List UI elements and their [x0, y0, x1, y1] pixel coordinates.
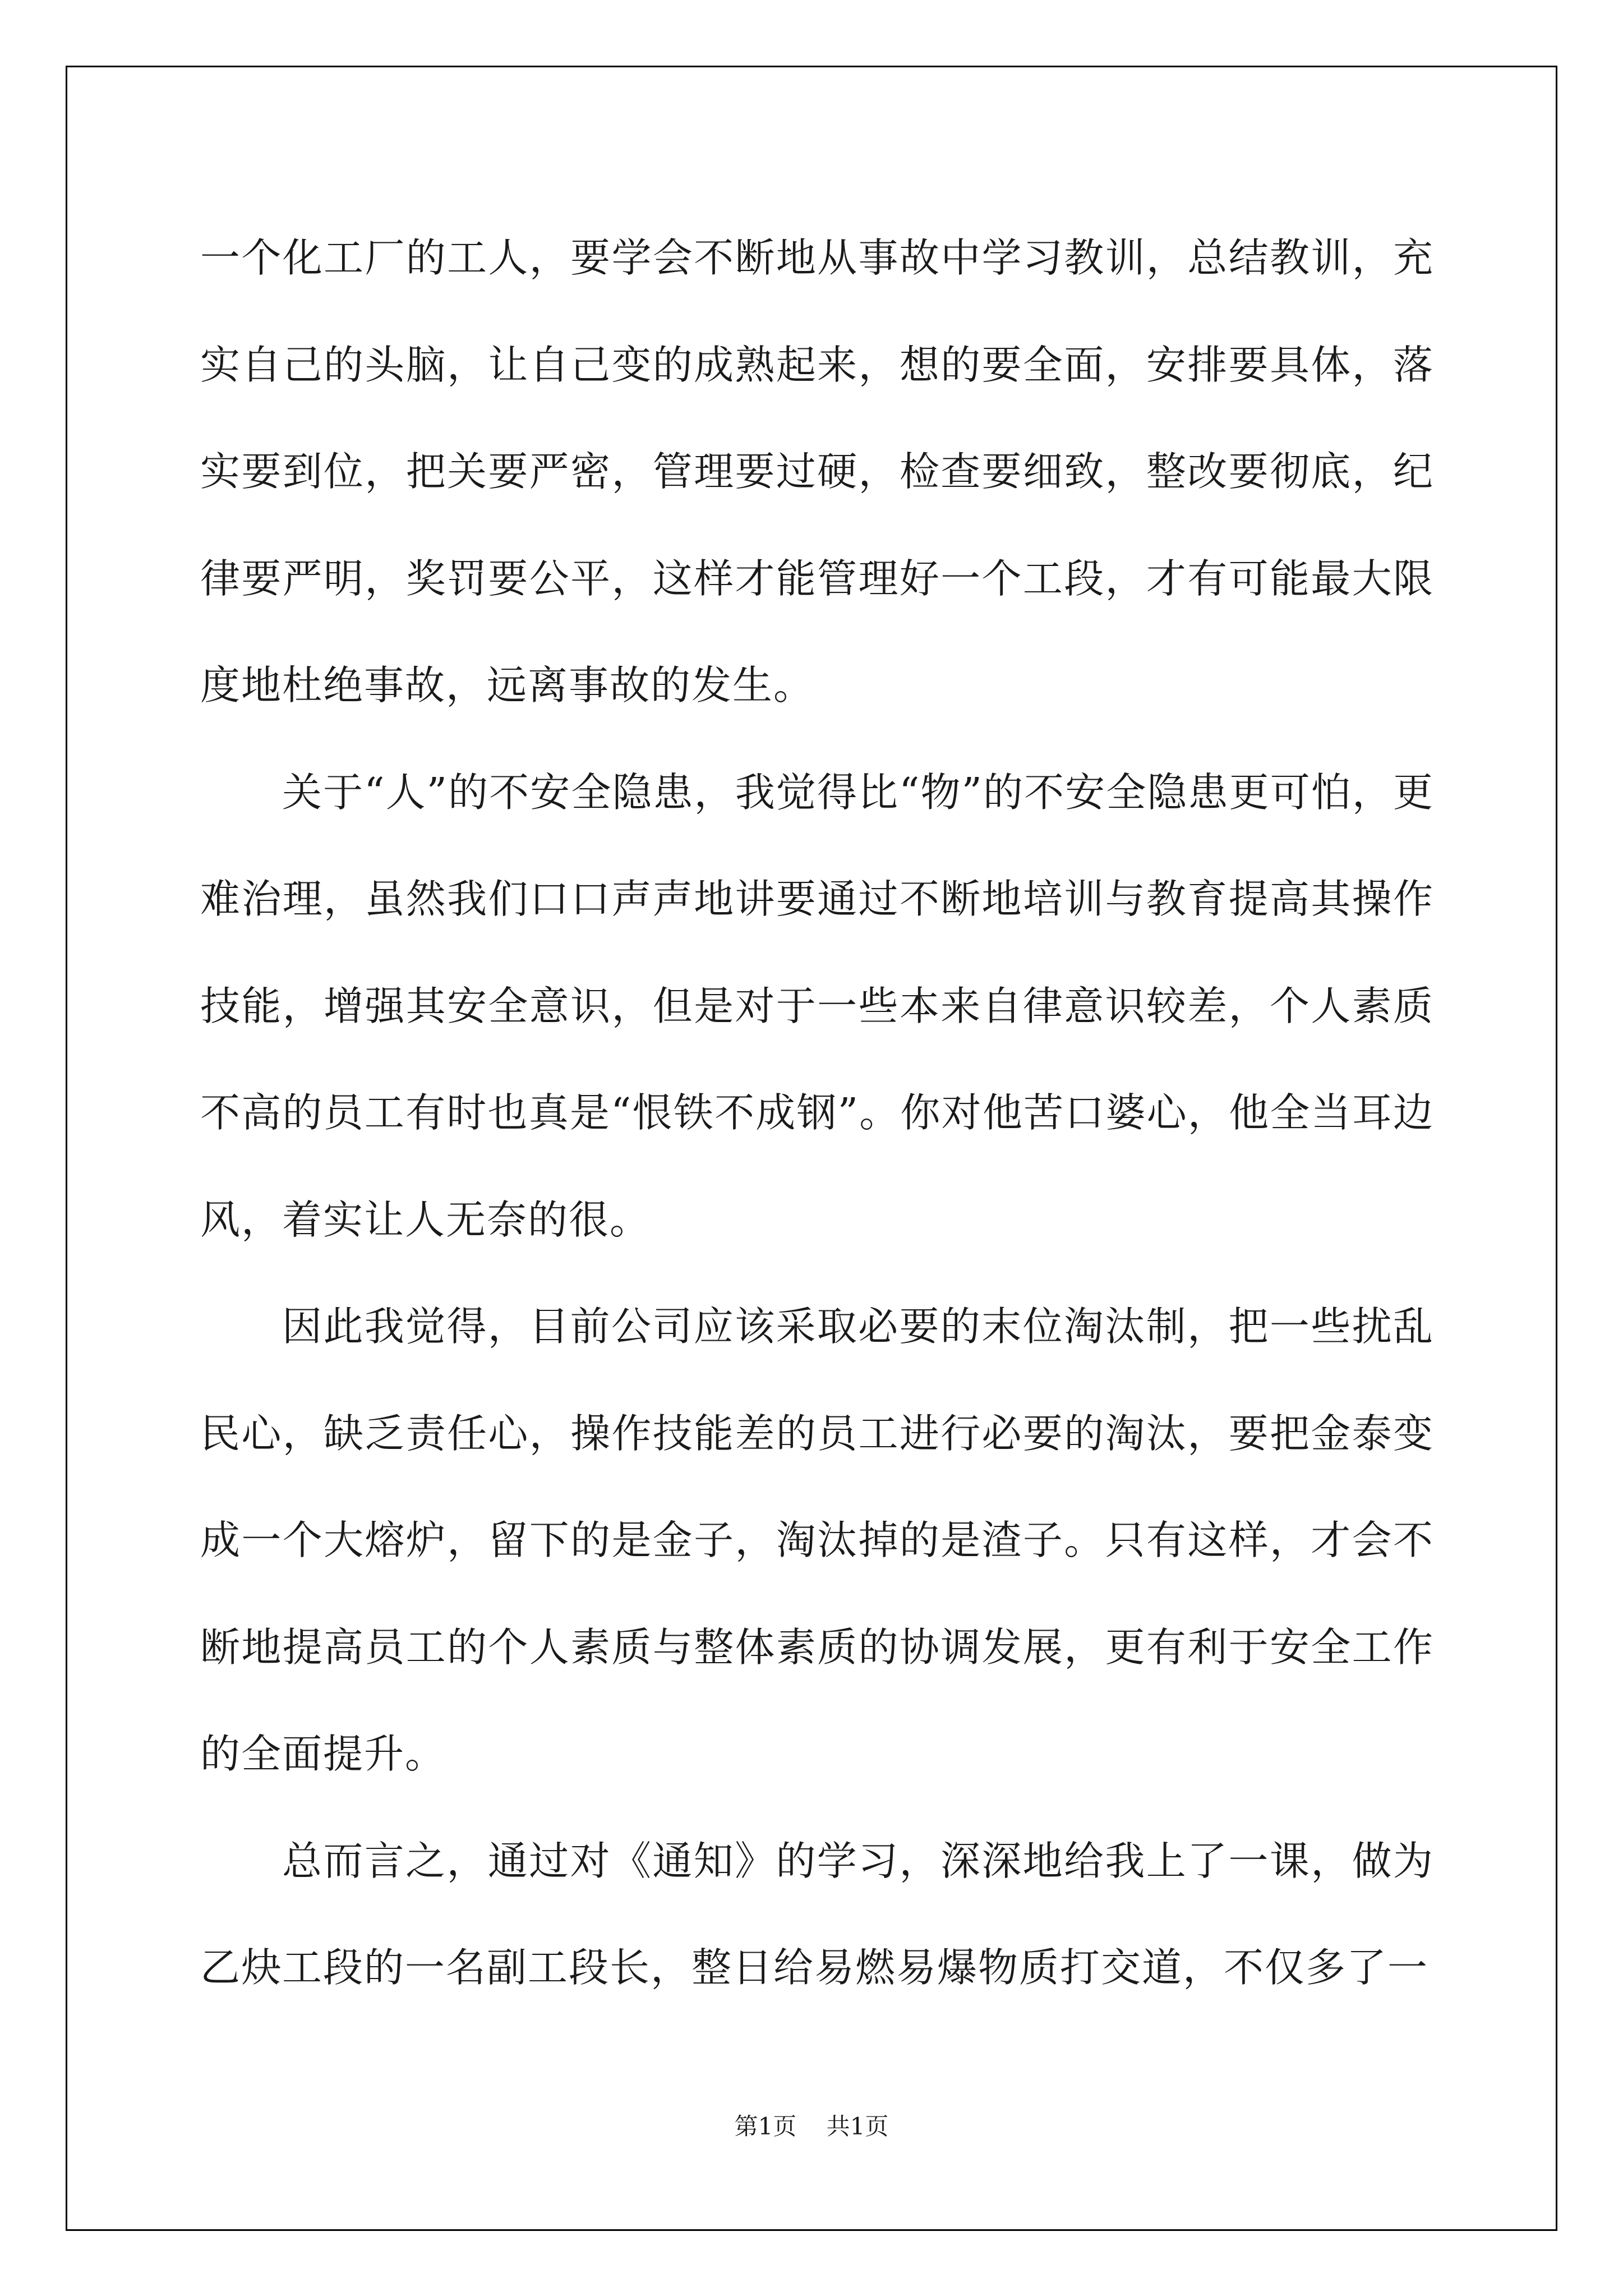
paragraph-1: 一个化工厂的工人，要学会不断地从事故中学习教训，总结教训，充实自己的头脑，让自己变的成熟起来，想的要全面，安排要具体，落实要到位，把关要严密，管理要过硬，检查要细致，整改要彻底，纪律要严明，奖罚要公平，这样才能管理好一个工段，才有可能最大限度地杜绝事故，远离事故的发生。 [200, 234, 1434, 708]
page-footer [0, 2108, 1623, 2142]
document-body [200, 205, 1434, 2022]
paragraph-4: 总而言之，通过对《通知》的学习，深深地给我上了一课，做为乙炔工段的一名副工段长，整日给易燃易爆物质打交道，不仅多了一 [200, 1837, 1434, 1991]
paragraph-3: 因此我觉得，目前公司应该采取必要的末位淘汰制，把一些扰乱民心，缺乏责任心，操作技能差的员工进行必要的淘汰，要把金泰变成一个大熔炉，留下的是金子，淘汰掉的是渣子。只有这样，才会不断地提高员工的个人素质与整体素质的协调发展，更有利于安全工作的全面提升。 [200, 1303, 1434, 1777]
paragraph-2: 关于“人”的不安全隐患，我觉得比“物”的不安全隐患更可怕，更难治理，虽然我们口口声声地讲要通过不断地培训与教育提高其操作技能，增强其安全意识，但是对于一些本来自律意识较差，个人素质不高的员工有时也真是“恨铁不成钢”。你对他苦口婆心，他全当耳边风，着实让人无奈的很。 [200, 769, 1434, 1243]
page-number-current: 第1页 [734, 2113, 797, 2140]
page-number-total: 共1页 [826, 2113, 889, 2140]
